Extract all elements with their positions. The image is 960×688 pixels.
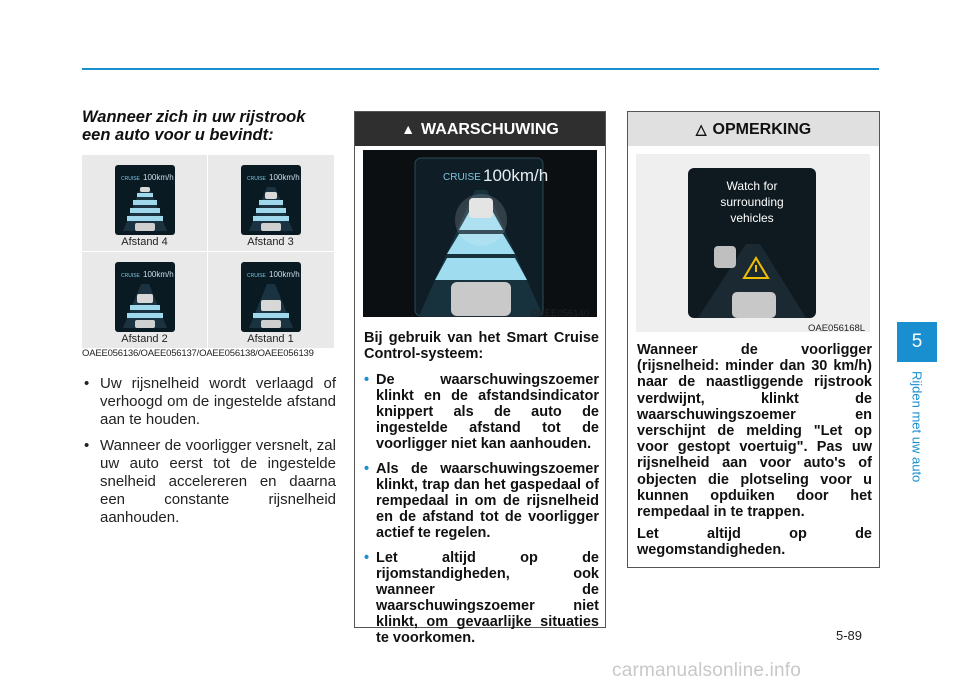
thumbnail-label: Afstand 1	[247, 333, 294, 345]
thumbnail-distance-2	[82, 252, 207, 347]
warning-content	[364, 330, 599, 655]
bullet-list	[82, 375, 336, 535]
display-cruise-label: CRUISE	[443, 172, 481, 183]
thumbnail-distance-3	[208, 155, 333, 250]
cruise-label: CRUISE	[247, 273, 266, 279]
list-item: • Uw rijsnelheid wordt verlaagd of verhoogd om de ingestelde afstand aan te houden.	[82, 375, 336, 429]
top-rule	[82, 68, 879, 70]
list-item	[364, 461, 599, 541]
chapter-title: Rijden met uw auto	[909, 371, 925, 483]
list-item-text: De waarschuwingszoemer klinkt en de afstandsindicator knippert als de auto de ingestelde afstand tot de voorligger niet kan aanhouden.	[376, 372, 599, 452]
thumbnail-label: Afstand 3	[247, 236, 294, 248]
warning-intro: Bij gebruik van het Smart Cruise Control-systeem:	[364, 330, 599, 362]
warning-box	[354, 111, 606, 646]
speed-readout: 100km/h	[269, 173, 300, 182]
watermark: carmanualsonline.info	[612, 660, 802, 681]
cruise-label: CRUISE	[121, 273, 140, 279]
list-item: • Wanneer de voorligger versnelt, zal uw auto eerst tot de ingestelde snelheid accelereren en daarna een constante rijsnelheid aanhouden.	[82, 437, 336, 527]
distance-thumbnails	[82, 155, 334, 348]
thumbnail-codes: OAEE056136/OAEE056137/OAEE056138/OAEE056139	[82, 348, 314, 359]
page-number: 5-89	[836, 628, 863, 643]
note-box	[627, 111, 880, 568]
distance-bars-2	[121, 284, 169, 328]
note-header	[628, 112, 879, 146]
list-item-text: Let altijd op de rijomstandigheden, ook wanneer de waarschuwingszoemer niet klinkt, om gevaarlijke situaties te voorkomen.	[376, 550, 599, 646]
note-paragraph: Wanneer de voorligger (rijsnelheid: minder dan 30 km/h) naar de naastliggende rijstrook verdwijnt, klinkt de waarschuwingszoemer en verschijnt de melding "Let op voor gestopt voertuig". Pas uw rijsnelheid aan voor auto's of objecten die plotseling voor u kunnen opduiken door het rempedaal in te trappen.	[637, 342, 872, 521]
section-heading: Wanneer zich in uw rijstrook een auto voor u bevindt:	[82, 108, 306, 144]
list-item	[364, 550, 599, 646]
cruise-label: CRUISE	[247, 176, 266, 182]
speed-readout: 100km/h	[143, 270, 174, 279]
speed-readout: 100km/h	[269, 270, 300, 279]
bullet-dot: •	[364, 550, 370, 566]
distance-bars-1	[247, 284, 295, 328]
bullet-dot: •	[364, 461, 370, 477]
warning-illustration	[363, 150, 597, 317]
caution-triangle-icon: △	[695, 121, 707, 137]
thumbnail-label: Afstand 4	[121, 236, 168, 248]
speed-readout: 100km/h	[143, 173, 174, 182]
thumbnail-label: Afstand 2	[121, 333, 168, 345]
bullet-dot: •	[364, 372, 370, 388]
note-paragraph: Let altijd op de wegomstandigheden.	[637, 526, 872, 559]
thumbnail-distance-1	[208, 252, 333, 347]
grid-divider	[82, 251, 334, 252]
image-code: OAE056168L	[808, 323, 866, 334]
chapter-number-tab: 5	[897, 322, 937, 362]
distance-bars-4	[121, 187, 169, 231]
warning-triangle-icon: ▲	[401, 121, 416, 137]
display-speed: 100km/h	[483, 166, 549, 185]
distance-bars-3	[247, 187, 295, 231]
note-title: OPMERKING	[712, 121, 812, 138]
note-content	[637, 342, 872, 565]
image-code: OAEE056140	[531, 308, 590, 319]
warning-title: WAARSCHUWING	[421, 121, 559, 138]
list-item	[364, 372, 599, 452]
list-item-text: Als de waarschuwingszoemer klinkt, trap dan het gaspedaal of rempedaal in om de rijsnelheid en de afstand tot de voorligger actief te regelen.	[376, 461, 599, 541]
warning-header	[355, 112, 605, 146]
display-message: Watch for surrounding vehicles	[720, 179, 784, 225]
thumbnail-distance-4	[82, 155, 207, 250]
note-illustration	[636, 154, 870, 332]
cruise-label: CRUISE	[121, 176, 140, 182]
